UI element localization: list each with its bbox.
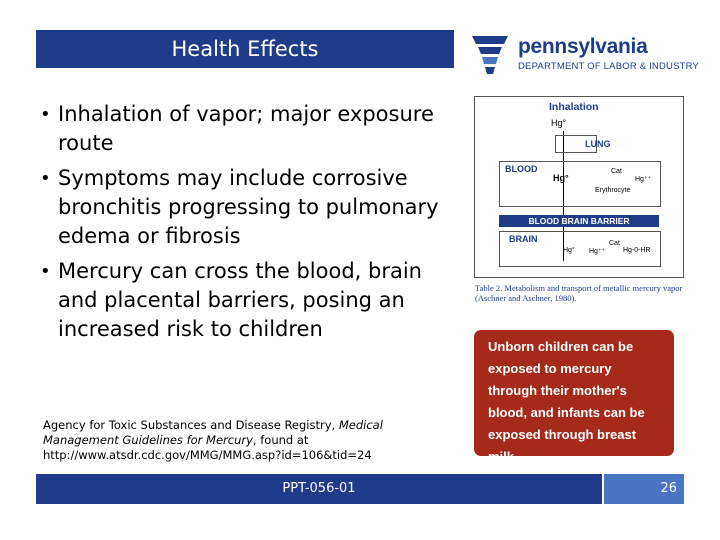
citation-suffix: , found at http://www.atsdr.cdc.gov/MMG/MMG.asp?id=106&tid=24: [43, 433, 372, 462]
slide-title: Health Effects: [36, 30, 454, 68]
citation-prefix: Agency for Toxic Substances and Disease Registry,: [43, 418, 336, 432]
diagram-hg-brain: Hg°: [563, 247, 575, 254]
logo-department: DEPARTMENT OF LABOR & INDUSTRY: [518, 61, 700, 72]
diagram-brain-label: BRAIN: [509, 234, 538, 244]
pa-logo: [468, 30, 700, 78]
bullet-item: • Mercury can cross the blood, brain and placental barriers, posing an increased risk to children: [40, 257, 440, 344]
diagram-cat-brain: Cat: [609, 240, 620, 247]
diagram-bbb-label: BLOOD BRAIN BARRIER: [499, 215, 659, 227]
citation: [43, 418, 423, 463]
mercury-metabolism-diagram: [474, 96, 684, 278]
diagram-hg-plus-brain: Hg⁺⁺: [589, 248, 606, 255]
diagram-blood-label: BLOOD: [505, 164, 538, 174]
citation-title: Medical Management Guidelines for Mercury: [43, 418, 383, 447]
keystone-icon: [468, 32, 512, 76]
page-number: 26: [604, 474, 684, 504]
bullet-list: [40, 100, 440, 350]
diagram-erythrocyte: Erythrocyte: [595, 187, 631, 194]
diagram-lung-label: LUNG: [585, 139, 611, 149]
logo-name: pennsylvania: [518, 35, 648, 58]
diagram-cat: Cat: [611, 168, 622, 175]
diagram-inhalation-label: Inhalation: [549, 101, 599, 113]
diagram-caption: Table 2. Metabolism and transport of metallic mercury vapor (Aschner and Aschner, 1980).: [475, 283, 683, 303]
bullet-item: • Inhalation of vapor; major exposure route: [40, 100, 440, 158]
diagram-hg-plus: Hg⁺⁺: [635, 176, 652, 183]
footer-code: PPT-056-01: [36, 474, 602, 504]
bullet-item: • Symptoms may include corrosive bronchitis progressing to pulmonary edema or fibrosis: [40, 164, 440, 251]
diagram-hg-top: Hg°: [551, 118, 567, 128]
callout-box: Unborn children can be exposed to mercury through their mother's blood, and infants can be exposed through breast milk.: [474, 330, 674, 456]
diagram-hr: Hg-0-HR: [623, 247, 651, 254]
diagram-hg-blood: Hg°: [553, 173, 569, 183]
